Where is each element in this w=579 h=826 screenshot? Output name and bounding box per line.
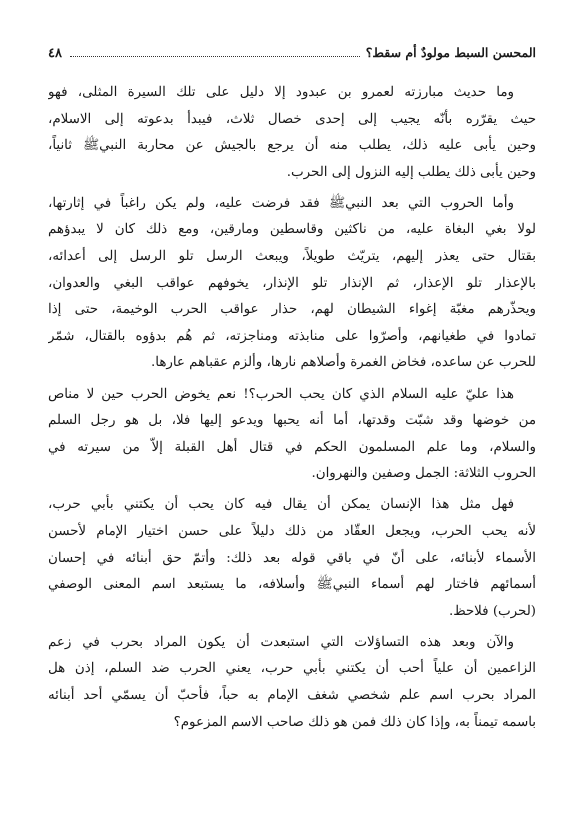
text-line: هذا عليّ عليه السلام الذي كان يحب الحرب؟! نعم يخوض الحرب حين لا مناص bbox=[48, 386, 514, 402]
page-number: ٤٨ bbox=[48, 46, 62, 61]
body-text bbox=[48, 80, 536, 736]
paragraph-4 bbox=[48, 492, 536, 625]
text-line: فهل مثل هذا الإنسان يمكن أن يقال فيه كان يحب أن يكتني بأبي حرب، bbox=[48, 497, 514, 513]
text-line: لأنه يحب الحرب، ويجعل العقّاد من ذلك دليلاً على حسن اختيار الإمام لأحسن bbox=[48, 524, 536, 539]
running-title: المحسن السبط مولودٌ أم سقط؟ bbox=[365, 45, 536, 60]
text-line: لولا بغي البغاة عليه، من ناكثين وقاسطين ومارقين، ومع ذلك كان لا يبدؤهم bbox=[48, 222, 536, 238]
text-line: حيث يقرّره بأنّه يجيب إلى إحدى خصال ثلاث، فيبدأ بدعوته إلى الاسلام، bbox=[48, 111, 536, 127]
text-line: الأسماء لأبنائه، على أنّ في باقي قوله بعد ذلك: وأتمّ حق أبنائه في إحسان bbox=[48, 550, 536, 566]
running-header bbox=[48, 44, 536, 64]
text-line: وحين يأبى عليه ذلك، يطلب منه أن يرجع بالجيش عن محاربة النبيﷺ ثانياً، bbox=[48, 138, 536, 154]
text-line: وما حديث مبارزته لعمرو بن عبدود إلا دليل على تلك السيرة المثلى، فهو bbox=[48, 85, 514, 100]
book-page bbox=[48, 44, 536, 814]
text-line: الحروب الثلاثة: الجمل وصفين والنهروان. bbox=[311, 466, 536, 482]
text-line: والسلام، وما علم المسلمون الحكم في قتال أهل القبلة إلاّ من سيرته في bbox=[48, 439, 536, 455]
text-line: أسمائهم فاختار لهم أسماء النبيﷺ وأسلافه، ما يستبعد اسم المعنى الوصفي bbox=[48, 577, 536, 593]
paragraph-3 bbox=[48, 382, 536, 488]
text-line: باسمه تيمناً به، وإذا كان ذلك فمن هو ذلك صاحب الاسم المزعوم؟ bbox=[173, 714, 536, 730]
paragraph-2 bbox=[48, 191, 536, 377]
text-line: وحين يأبى ذلك يطلب إليه النزول إلى الحرب. bbox=[286, 164, 536, 180]
text-line: ويحذّرهم مغبّة إغواء الشيطان لهم، حذار عواقب الحرب الوخيمة، حتى إذا bbox=[48, 302, 536, 318]
text-line: وأما الحروب التي بعد النبيﷺ فقد فرضت عليه، ولم يكن راغباً في إثارتها، bbox=[48, 195, 514, 211]
text-line: تمادوا في طغيانهم، وأصرّوا على منابذته ومناجزته، ثم هُم بدؤوه بالقتال، شمّر bbox=[48, 328, 536, 344]
paragraph-1 bbox=[48, 80, 536, 186]
text-line: بقتال حتى يعذر إليهم، يتريّث طويلاً، ويبعث الرسل تلو الرسل إلى أعدائه، bbox=[48, 249, 536, 265]
text-line: والآن وبعد هذه التساؤلات التي استبعدت أن يكون المراد بحرب في زعم bbox=[48, 634, 514, 650]
header-dotted-rule bbox=[70, 46, 360, 57]
text-line: للحرب عن ساعده، فخاض الغمرة وأصلاهم نارها، وألزم عقباهم عارها. bbox=[150, 355, 536, 371]
text-line: من خوضها وقد شبّت وقدتها، أما أنه يحبها ويدعو إليها فلا، بل هو رجل السلم bbox=[48, 413, 536, 429]
paragraph-5 bbox=[48, 630, 536, 736]
text-line: (لحرب) فلاحظ. bbox=[448, 603, 536, 619]
text-line: الزاعمين أن علياً أحب أن يكتني بأبي حرب، يعني الحرب ضد السلم، إذن هل bbox=[48, 661, 536, 677]
text-line: المراد بحرب اسم علم شخصي شغف الإمام به حباً، فأحبّ أن يسمّي أحد أبنائه bbox=[48, 688, 536, 704]
text-line: بالإعذار تلو الإعذار، ثم الإنذار تلو الإنذار، يخوفهم عواقب البغي والعدوان، bbox=[48, 275, 536, 291]
